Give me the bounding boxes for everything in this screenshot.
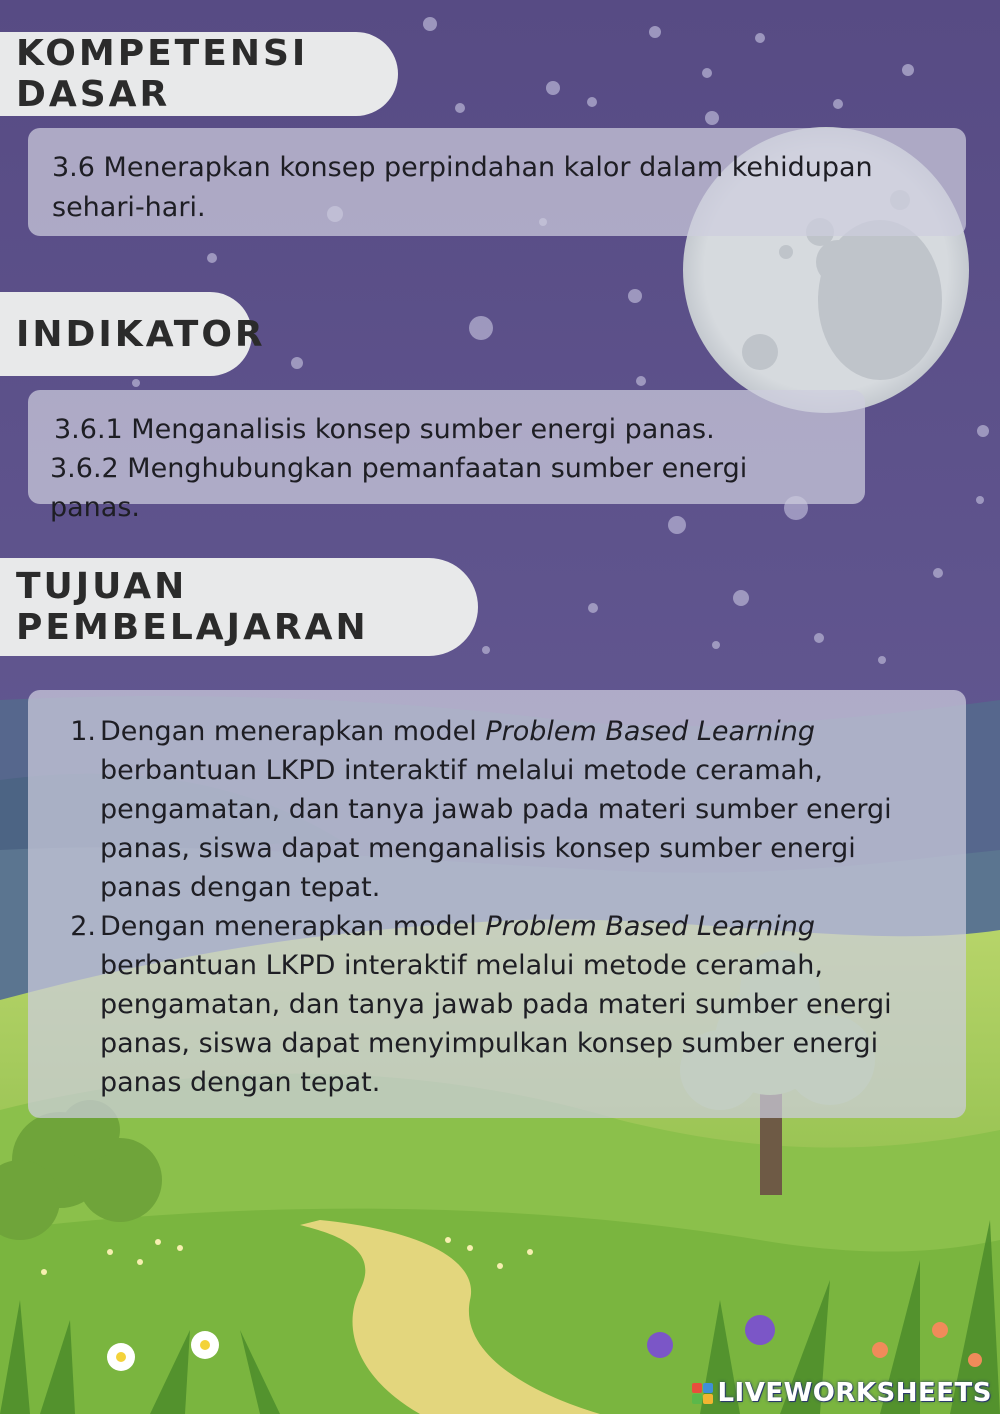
tujuan-item-model-name: Problem Based Learning [485,911,816,942]
kompetensi-dasar-line-1: 3.6 Menerapkan konsep perpindahan kalor dalam kehidupan [52,152,873,183]
indikator-item: 3.6.1 Menganalisis konsep sumber energi panas. [54,414,715,445]
tujuan-item-line: panas dengan tepat. [100,872,381,903]
indikator-heading: INDIKATOR [16,313,266,355]
liveworksheets-logo-text: LIVEWORKSHEETS [717,1378,992,1408]
tujuan-item-model-name: Problem Based Learning [485,716,816,747]
tujuan-item-line: panas, siswa dapat menganalisis konsep sumber energi [100,833,856,864]
tujuan-item-line: panas, siswa dapat menyimpulkan konsep sumber energi [100,1028,879,1059]
tujuan-item-line: pengamatan, dan tanya jawab pada materi sumber energi [100,794,892,825]
tujuan-item-number: 1. [70,716,96,747]
tujuan-item-line: panas dengan tepat. [100,1067,381,1098]
tujuan-pembelajaran-heading-pill [0,558,478,656]
kompetensi-dasar-line-2: sehari-hari. [52,192,206,223]
tujuan-pembelajaran-card [28,690,966,1118]
tujuan-item-text [100,907,926,1102]
indikator-heading-pill [0,292,266,376]
kompetensi-dasar-card [28,128,966,236]
indikator-card [28,390,865,523]
kompetensi-dasar-heading-pill [0,32,398,116]
kompetensi-dasar-heading: KOMPETENSI DASAR [16,33,309,115]
tujuan-item [68,907,926,1102]
liveworksheets-logo[interactable] [692,1378,992,1408]
tujuan-item-lead: Dengan menerapkan model [100,716,486,747]
tujuan-item-line: pengamatan, dan tanya jawab pada materi sumber energi [100,989,892,1020]
tujuan-item [68,712,926,907]
liveworksheets-logo-icon [692,1383,713,1404]
tujuan-pembelajaran-heading: TUJUAN PEMBELAJARAN [16,566,369,648]
indikator-item: 3.6.2 Menghubungkan pemanfaatan sumber energi panas. [50,453,748,523]
tujuan-item-line: berbantuan LKPD interaktif melalui metode ceramah, [100,755,823,786]
tujuan-item-number: 2. [70,911,96,942]
tujuan-item-lead: Dengan menerapkan model [100,911,486,942]
tujuan-item-line: berbantuan LKPD interaktif melalui metode ceramah, [100,950,823,981]
tujuan-list [68,712,926,1102]
tujuan-item-text [100,712,926,907]
